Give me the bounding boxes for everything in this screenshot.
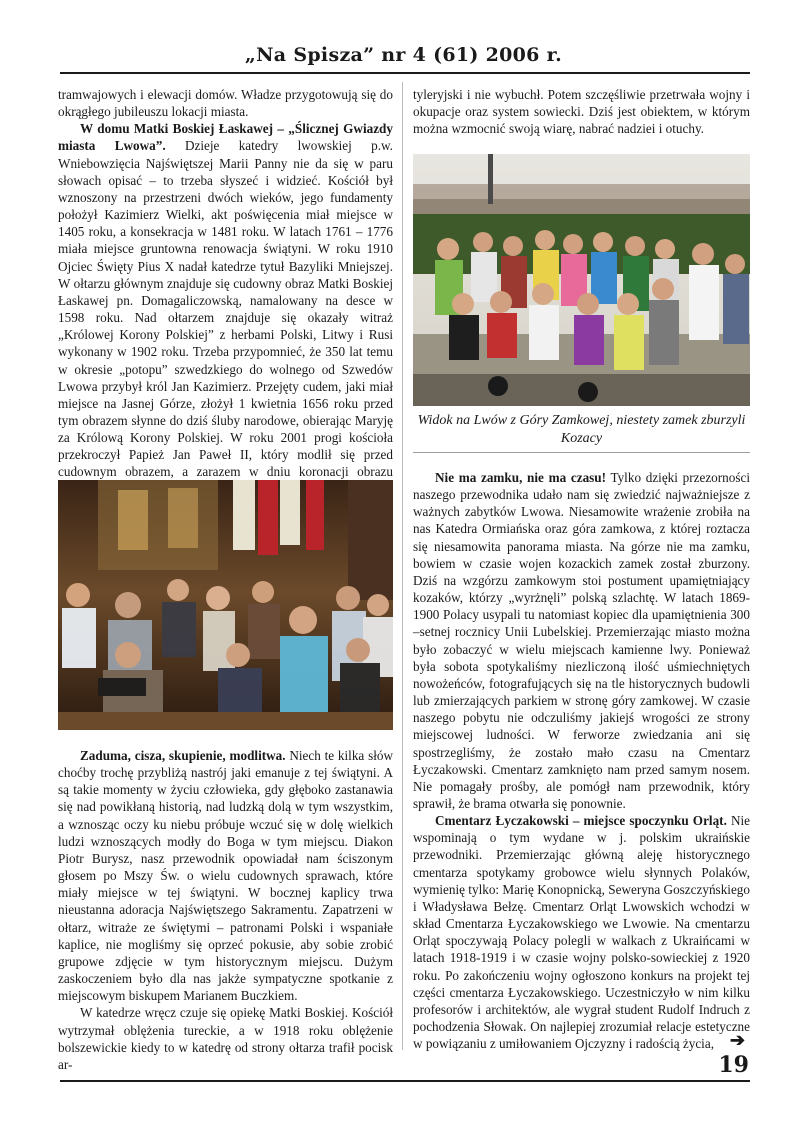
column-divider bbox=[402, 82, 403, 1050]
right-column-top bbox=[413, 86, 750, 137]
header-rule bbox=[60, 72, 750, 74]
paragraph-reflection bbox=[58, 747, 393, 1004]
castle-hill-photo-drawing bbox=[413, 154, 750, 406]
paragraph: tyleryjski i nie wybuchł. Potem szczęśliwie przetrwała wojny i okupacje oraz system sowiecki. Dziś jest obiektem, w którym można wzmocnić swoją wiarę, nabrać nadziei i otuchy. bbox=[413, 87, 750, 137]
paragraph: tramwajowych i elewacji domów. Władze przygotowują się do okrągłego jubileuszu lokacji miasta. bbox=[58, 87, 393, 120]
left-column-bottom bbox=[58, 747, 393, 1073]
right-column-bottom bbox=[413, 469, 750, 1052]
footer-rule bbox=[60, 1080, 750, 1082]
paragraph-castle bbox=[413, 469, 750, 812]
heading-inline: W domu Matki Boskiej Łaskawej – „Ślicznej Gwiazdy miasta Lwowa”. bbox=[58, 121, 393, 154]
heading-inline: Zaduma, cisza, skupienie, modlitwa. bbox=[80, 748, 286, 763]
paragraph-text: Niech te kilka słów choćby trochę przybliżą nastrój jaki emanuje z tej świątyni. A są takie momenty w życiu człowieka, gdy głęboko zastanawia się nad powikłaną historią, nad ludzką dolą w tym wszystkim, a wznosząc oczy ku niebu próbuje wczuć się w dolę wielkich ludzi wznoszących modły do Boga w tym miejscu. Diakon Piotr Burysz, nasz przewodnik opowiadał nam ściszonym głosem po Mszy Św. o wielu cudownych sprawach, które miały miejsce w tej świątyni. W bocznej kaplicy trwa nieustanna adoracja Najświętszego Sakramentu. Zapatrzeni w ołtarz, witraże ze świętymi – patronami Polski i wspaniałe kaplice, nie mogliśmy się oprzeć pokusie, aby sobie zrobić grupowe zdjęcie w tym historycznym miejscu. Dużym zaskoczeniem było dla nas jakże sympatyczne spotkanie z miejscowym biskupem Marianem Buczkiem. bbox=[58, 748, 393, 1004]
paragraph-text: Dzieje katedry lwowskiej p.w. Wniebowzięcia Najświętszej Marii Panny nie da się w paru słowach opisać – to trzeba słyszeć i widzieć. Kościół był wznoszony na przestrzeni dwóch wieków, jego fundamenty położył Kazimierz Wielki, akt poświęcenia miał miejsce w 1405 roku, a konsekracja w 1481 roku. W latach 1761 – 1776 miała miejsce gruntowna renowacja świątyni. W roku 1910 Ojciec Święty Pius X nadał katedrze tytuł Bazyliki Mniejszej. W ołtarzu głównym znajduje się cudowny obraz Matki Boskiej Łaskawej pn. Domagaliczowską, namalowany na desce w 1598 roku. Nad ołtarzem znajduje się okazały witraż „Królowej Korony Polskiej” z herbami Polski, Litwy i Rusi wykonany w 1902 roku. Trzeba przypomnieć, że 350 lat temu w okresie „potopu” szwedzkiego do wolnego od Szwedów Lwowa przybył król Jan Kazimierz. Przejęty cudem, jaki miał miejsce na Jasnej Górze, złożył 1 kwietnia 1656 roku przed tym obrazem słynne do dziś śluby narodowe, obierając Maryję za Królową Korony Polskiej. W roku 2001 progi kościoła przekroczył Papież Jan Paweł II, który modlił się przed cudownym obrazem, a zarazem w dniu koronacji obrazu bbox=[58, 138, 393, 480]
caption-rule bbox=[413, 452, 750, 453]
paragraph-text: Tylko dzięki przezorności naszego przewodnika udało nam się zwiedzić najważniejsze z ważnych zabytków Lwowa. Niesamowite wrażenie zrobiła na nas Katedra Ormiańska oraz góra zamkowa, z której roztacza się niesamowita panorama miasta. Na górze nie ma zamku, bowiem w czasie wojen kozackich zamek został zburzony. Dziś na wzgórzu zamkowym stoi postument upamiętniający kozaków, którzy „wyrżnęli” polską szlachtę. W latach 1869-1900 Polacy usypali tu natomiast kopiec dla upamiętnienia 300 –setnej rocznicy Unii Lubelskiej. Przemierzając miasto można było zobaczyć w wielu miejscach kamienne lwy. Ponieważ była sobota spotykaliśmy niezliczoną ilość uśmiechniętych nowożeńców, fotografujących się na tle historycznych budowli lub zmierzających parkiem w stronę góry zamkowej. W czasie naszego pobytu nie odczuliśmy jakiejś wrogości ze strony miejscowej ludności. W ferworze zwiedzania ani się spostrzegliśmy, że zostało mało czasu na Cmentarz Łyczakowski. Cmentarz zamknięto nam przed samym nosem. Nie pomagały prośby, ale pomógł nam przewodnik, który sprawił, że brama otwarła się ponownie. bbox=[413, 470, 750, 811]
left-column-top bbox=[58, 86, 393, 498]
continue-arrow-icon: ➔ bbox=[729, 1030, 745, 1050]
paragraph-cathedral bbox=[58, 120, 393, 497]
paragraph-text: Nie wspominają o tym wydane w j. polskim ukraińskie przewodniki. Przemierzając główną aleję historycznego cmentarza spotykamy grobowce wielu słynnych Polaków, wymienię tylko: Marię Konopnicką, Seweryna Goszczyńskiego i Władysława Bełzę. Cmentarz Orląt Lwowskich wchodzi w skład Cmentarza Łyczakowskiego we Lwowie. Na cmentarzu Orląt spoczywają Polacy polegli w walkach z Ukraińcami w latach 1918-1919 i w czasie wojny polsko-sowieckiej z 1920 roku. Po zakończeniu wojny ogłoszono konkurs na projekt tej części cmentarza Łyczakowskiego. Uczestniczyło w nim kilku profesorów i architektów, ale wygrał student Rudolf Indruch z pochodzenia Słowak. On najlepiej zrozumiał relacje estetyczne w powiązaniu z umiłowaniem Ojczyzny i radością życia, bbox=[413, 813, 751, 1052]
page-header-title: „Na Spisza” nr 4 (61) 2006 r. bbox=[244, 44, 563, 66]
cathedral-photo-drawing bbox=[58, 480, 393, 730]
paragraph-cemetery bbox=[413, 812, 750, 1052]
page-number: 19 bbox=[718, 1052, 749, 1078]
paragraph: W katedrze wręcz czuje się opiekę Matki Boskiej. Kościół wytrzymał oblężenia tureckie, a w 1918 roku oblężenie bolszewickie kiedy to w katedrę od strony ołtarza trafił pocisk ar- bbox=[58, 1005, 393, 1072]
photo-caption: Widok na Lwów z Góry Zamkowej, niestety zamek zburzyli Kozacy bbox=[417, 413, 746, 446]
heading-inline: Nie ma zamku, nie ma czasu! bbox=[435, 470, 607, 485]
castle-hill-group-photo bbox=[413, 154, 750, 406]
cathedral-group-photo bbox=[58, 480, 393, 730]
heading-inline: Cmentarz Łyczakowski – miejsce spoczynku Orląt. bbox=[435, 813, 727, 829]
